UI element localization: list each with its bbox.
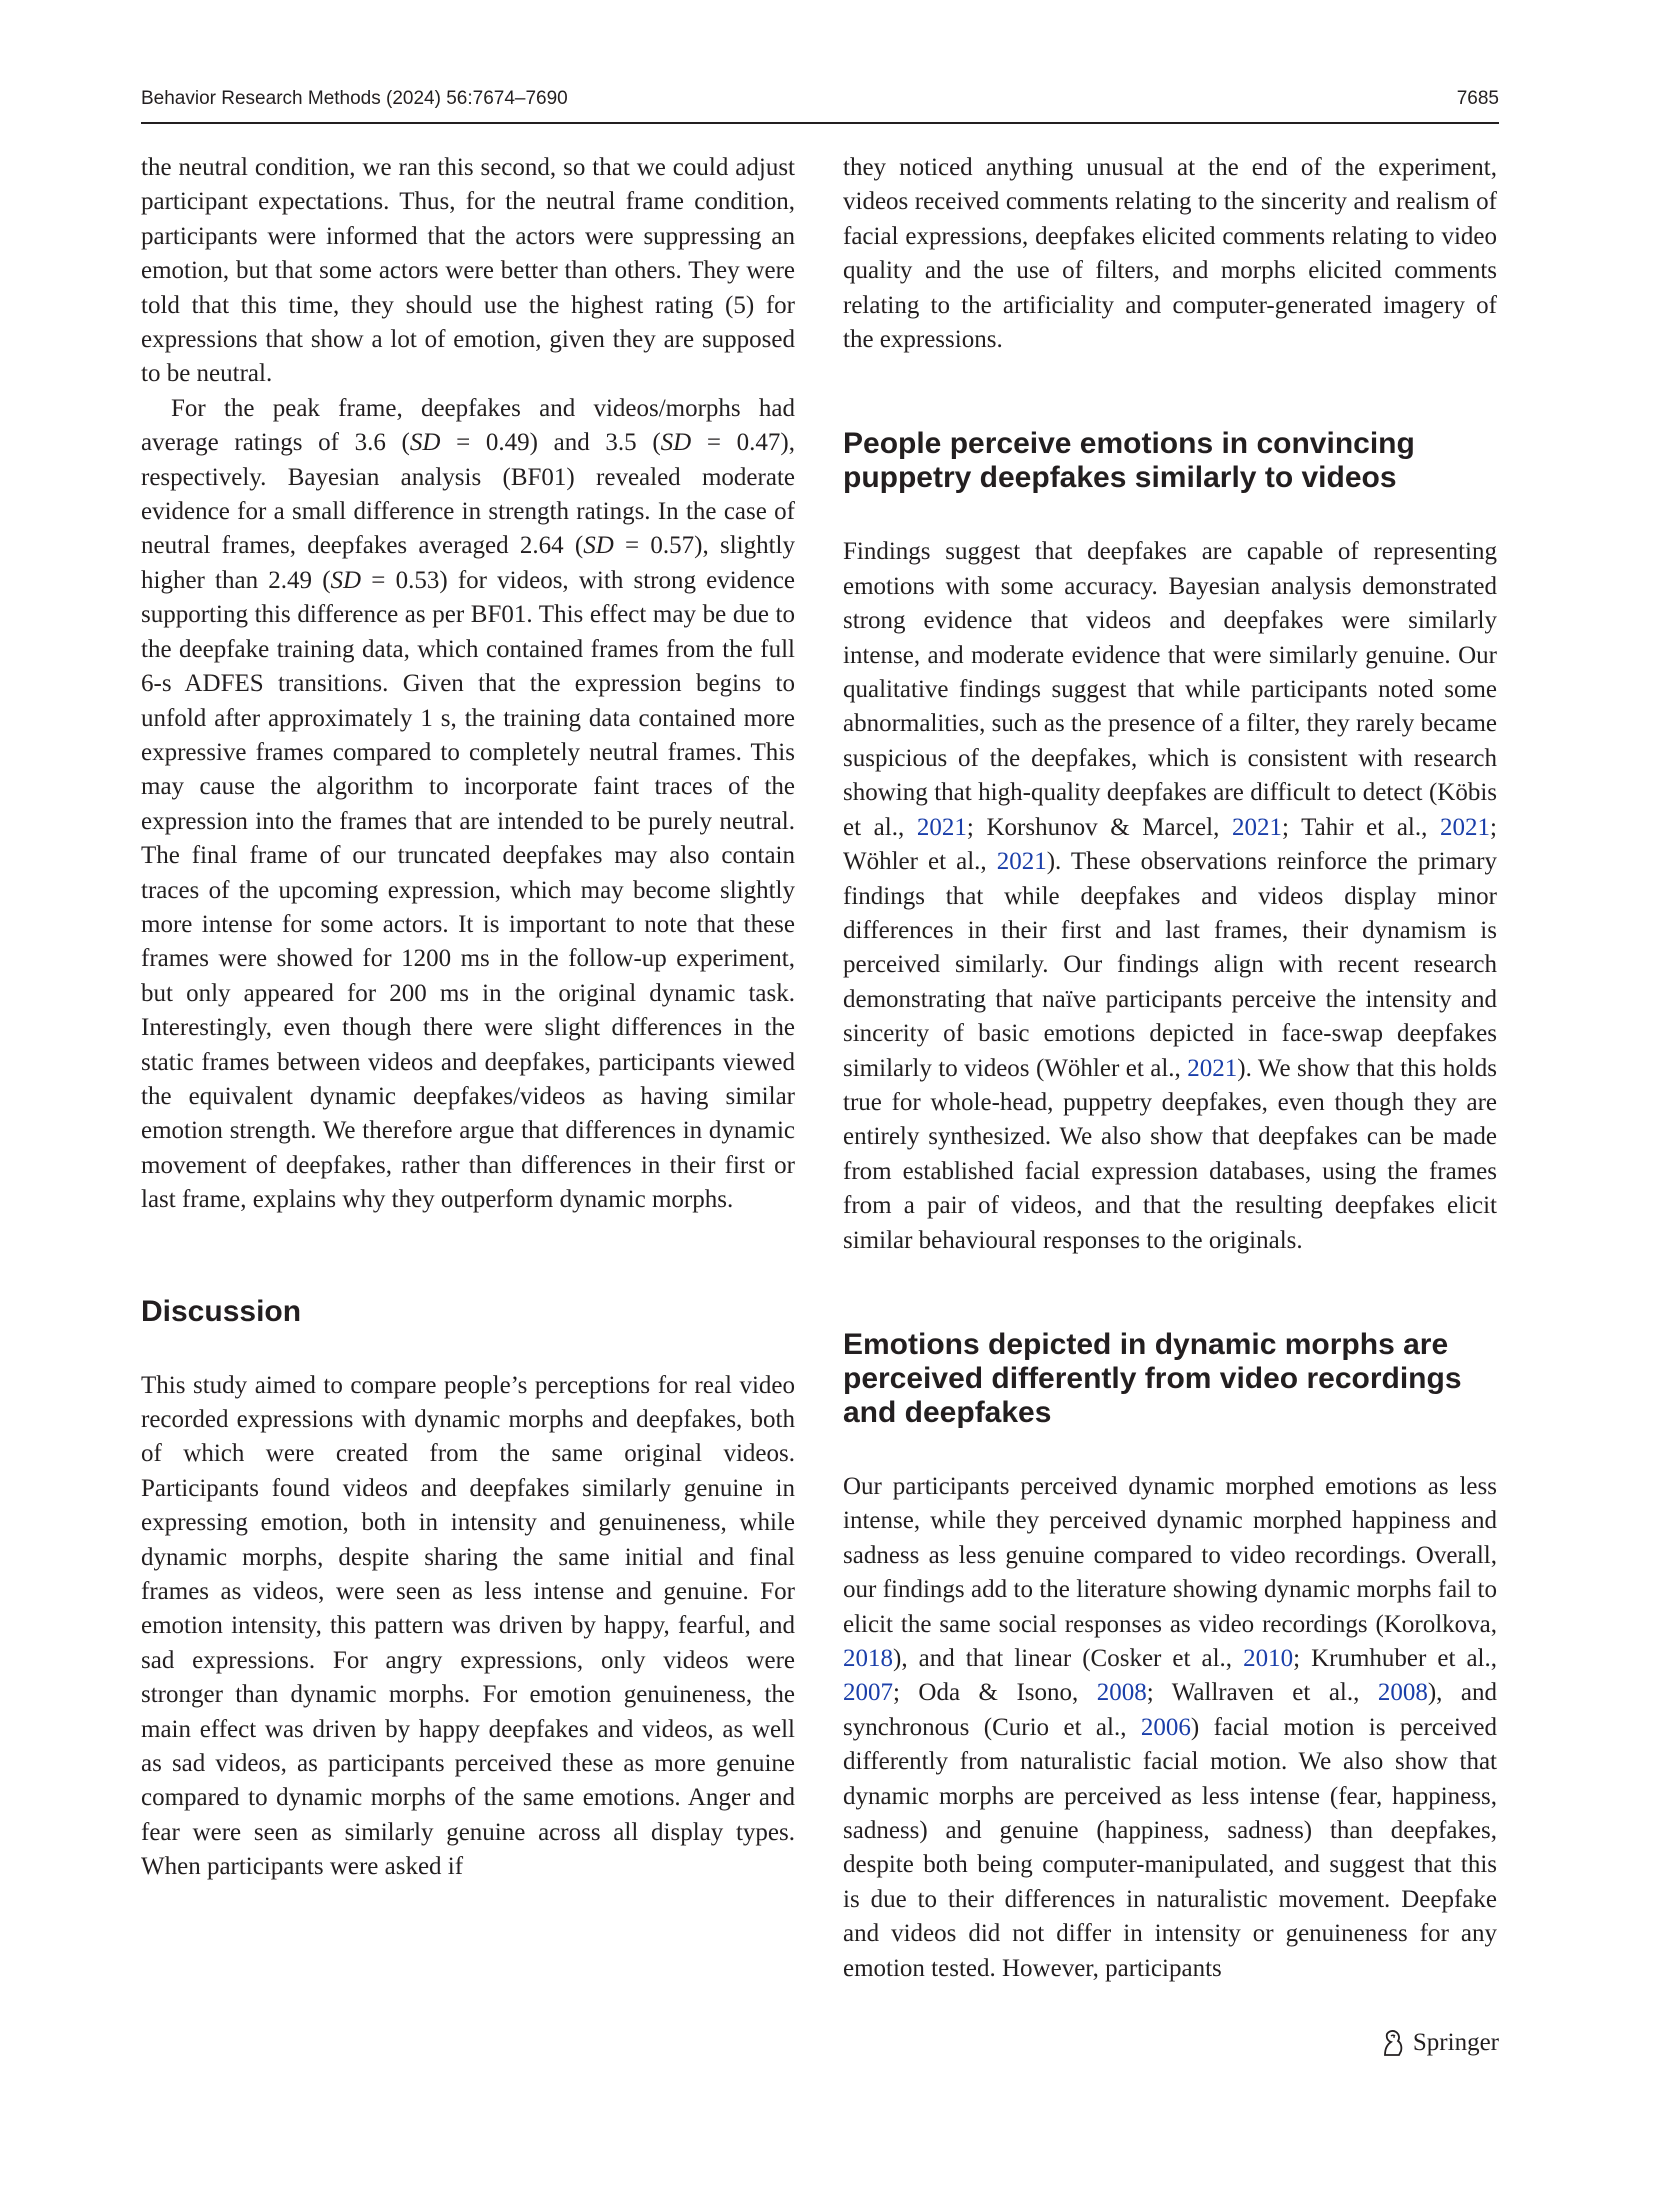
paragraph: Our participants perceived dynamic morphed emotions as less intense, while they perceived dynamic morphed happiness and sadness as less genuine compared to video recordings. Overall, our findings add to the literature showing dynamic morphs fail to elicit the same social responses as video recordings (Korolkova, 2018), and that linear (Cosker et al., 2010; Krumhuber et al., 2007; Oda & Isono, 2008; Wallraven et al., 2008), and synchronous (Curio et al., 2006) facial motion is perceived differently from naturalistic facial motion. We also show that dynamic morphs are perceived as less intense (fear, happiness, sadness) and genuine (happiness, sadness) than deepfakes, despite both being computer-manipulated, and suggest that this is due to their differences in naturalistic movement. Deepfake and videos did not differ in intensity or genuineness for any emotion tested. However, participants [843,1472,1498,1982]
citation-link[interactable]: 2021 [1440,813,1491,841]
paragraph: the neutral condition, we ran this second, so that we could adjust participant expectations. Thus, for the neutral frame condition, participants were informed that the actors were suppressing an emotion, but that some actors were better than others. They were told that this time, they should use the highest rating (5) for expressions that show a lot of emotion, given they are supposed to be neutral. [141,154,795,388]
citation-link[interactable]: 2008 [1096,1679,1147,1707]
section-heading-people-perceive: People perceive emotions in convincing puppetry deepfakes similarly to videos [843,427,1415,495]
page-number: 7685 [1456,88,1499,109]
right-column [843,151,1497,1986]
left-column [141,151,795,1885]
paragraph: Findings suggest that deepfakes are capable of representing emotions with some accuracy. Bayesian analysis demonstrated strong evidence that videos and deepfakes were similarly intense, and moderate evidence that were similarly genuine. Our qualitative findings suggest that while participants noted some abnormalities, such as the presence of a filter, they rarely became suspicious of the deepfakes, which is consistent with research showing that high-quality deepfakes are difficult to detect (Köbis et al., 2021; Korshunov & Marcel, 2021; Tahir et al., 2021; Wöhler et al., 2021). These observations reinforce the primary findings that while deepfakes and videos display minor differences in their first and last frames, their dynamism is perceived similarly. Our findings align with recent research demonstrating that naïve participants perceive the intensity and sincerity of basic emotions depicted in face-swap deepfakes similarly to videos (Wöhler et al., 2021). We show that this holds true for whole-head, puppetry deepfakes, even though they are entirely synthesized. We also show that deepfakes can be made from established facial expression databases, using the frames from a pair of videos, and that the resulting deepfakes elicit similar behavioural responses to the originals. [843,538,1497,1254]
citation-link[interactable]: 2018 [843,1645,893,1672]
publisher-logo [1379,2028,1499,2058]
header-rule [141,122,1499,124]
citation-link[interactable]: 2021 [1187,1054,1238,1082]
paragraph: they noticed anything unusual at the end of the experiment, videos received comments relating to the sincerity and realism of facial expressions, deepfakes elicited comments relating to video quality and the use of filters, and morphs elicited comments relating to the artificiality and computer-generated imagery of the expressions. [843,154,1497,354]
citation-link[interactable]: 2010 [1243,1645,1294,1672]
section-heading-discussion: Discussion [141,1294,302,1328]
paragraph: For the peak frame, deepfakes and videos/morphs had average ratings of 3.6 (SD = 0.49) and 3.5 (SD = 0.47), respectively. Bayesian analysis (BF01) revealed moderate evidence for a small difference in strength ratings. In the case of neutral frames, deepfakes averaged 2.64 (SD = 0.57), slightly higher than 2.49 (SD = 0.53) for videos, with strong evidence supporting this difference as per BF01. This effect may be due to the deepfake training data, which contained frames from the full 6-s ADFES transitions. Given that the expression begins to unfold after approximately 1 s, the training data contained more expressive frames compared to completely neutral frames. This may cause the algorithm to incorporate faint traces of the expression into the frames that are intended to be purely neutral. The final frame of our truncated deepfakes may also contain traces of the upcoming expression, which may become slightly more intense for some actors. It is important to note that these frames were showed for 1200 ms in the follow-up experiment, but only appeared for 200 ms in the original dynamic task. Interestingly, even though there were slight differences in the static frames between videos and deepfakes, participants viewed the equivalent dynamic deepfakes/videos as having similar emotion strength. We therefore argue that differences in dynamic movement of deepfakes, rather than differences in their first or last frame, explains why they outperform dynamic morphs. [141,394,796,1214]
journal-citation: Behavior Research Methods (2024) 56:7674–7690 [141,88,568,109]
citation-link[interactable]: 2021 [916,813,967,841]
springer-horse-icon [1379,2028,1405,2058]
publisher-name: Springer [1412,2029,1499,2056]
citation-link[interactable]: 2007 [843,1679,893,1707]
citation-link[interactable]: 2008 [1377,1679,1428,1707]
section-heading-emotions-depicted: Emotions depicted in dynamic morphs are perceived differently from video recordings and deepfakes [843,1327,1462,1429]
paragraph: This study aimed to compare people’s perceptions for real video recorded expressions with dynamic morphs and deepfakes, both of which were created from the same original videos. Participants found videos and deepfakes similarly genuine in expressing emotion, both in intensity and genuineness, while dynamic morphs, despite sharing the same initial and final frames as videos, were seen as less intense and genuine. For emotion intensity, this pattern was driven by happy, fearful, and sad expressions. For angry expressions, only videos were stronger than dynamic morphs. For emotion genuineness, the main effect was driven by happy deepfakes and videos, as well as sad videos, as participants perceived these as more genuine compared to dynamic morphs of the same emotions. Anger and fear were seen as similarly genuine across all display types. When participants were asked if [141,1371,795,1881]
citation-link[interactable]: 2021 [996,848,1047,876]
citation-link[interactable]: 2021 [1231,813,1282,841]
citation-link[interactable]: 2006 [1140,1713,1191,1741]
